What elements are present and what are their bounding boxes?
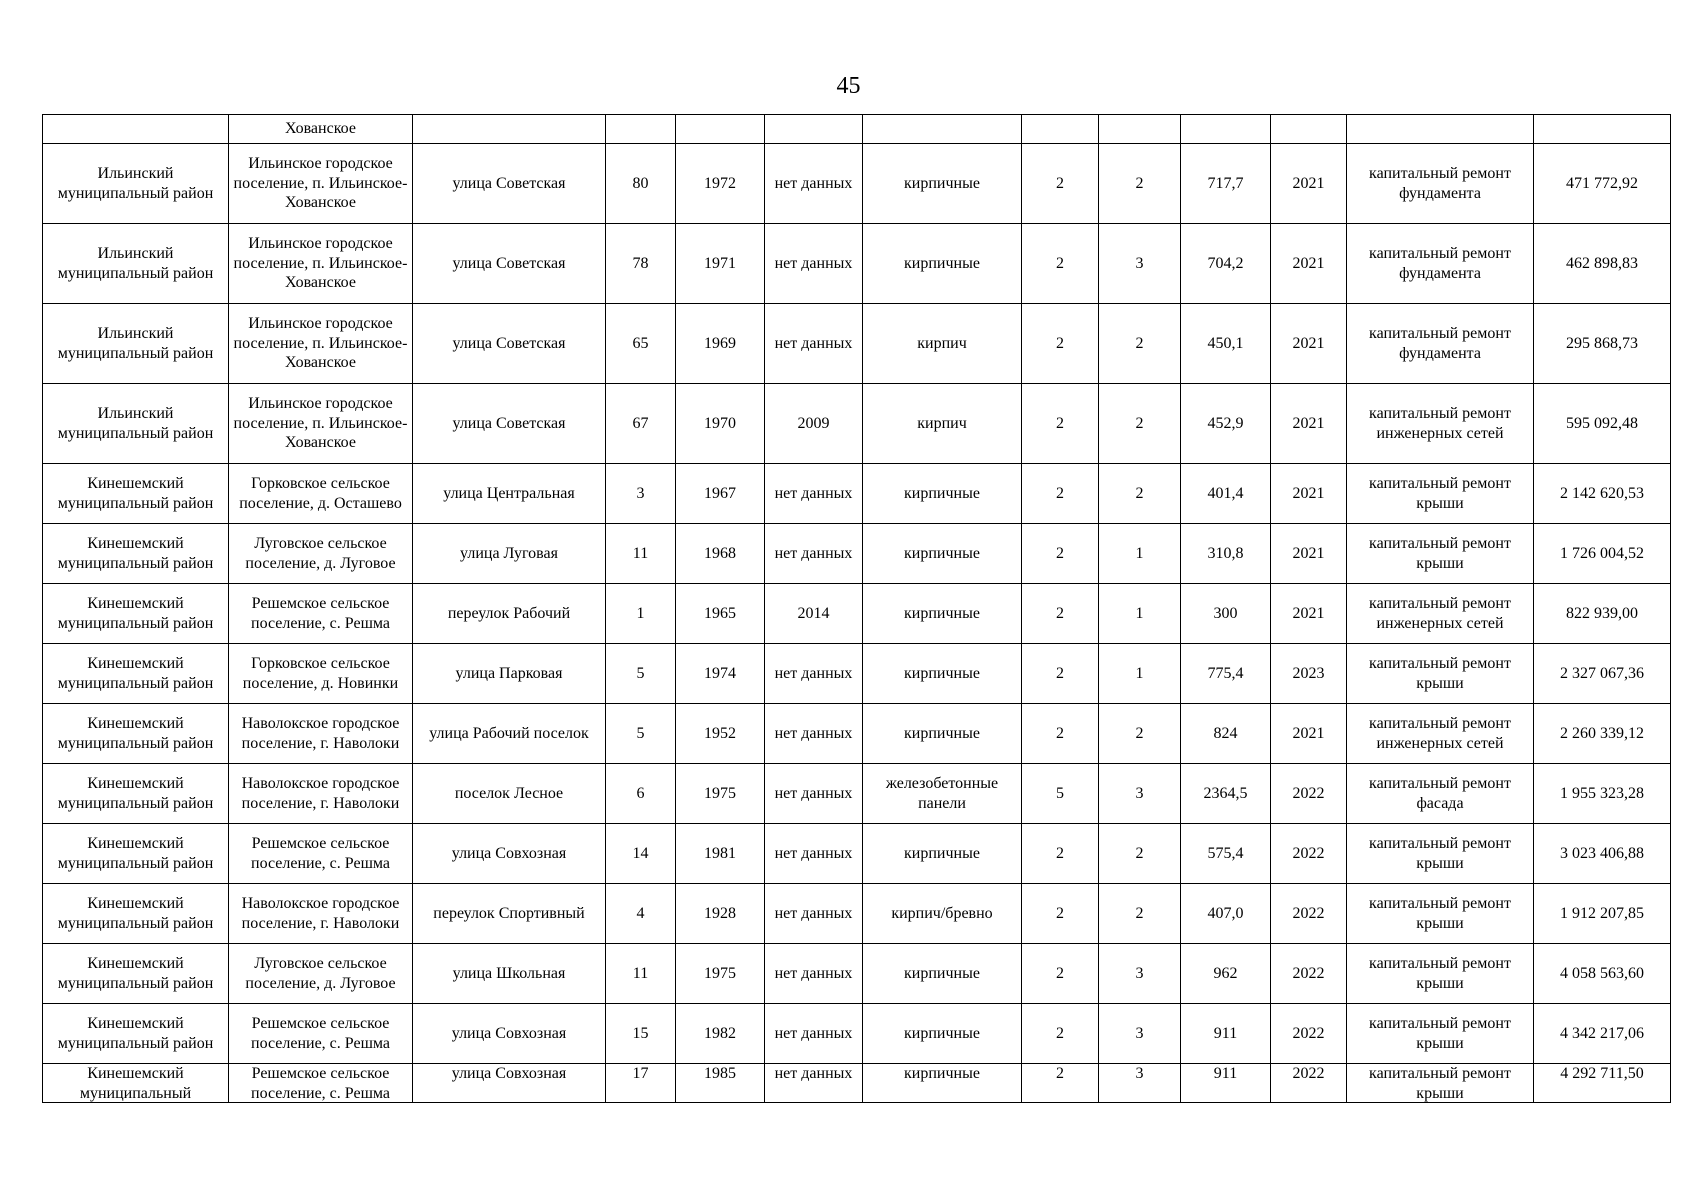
- cell-work-type: капитальный ремонт крыши: [1347, 884, 1534, 944]
- cell-house: 6: [606, 764, 676, 824]
- table-row: [43, 824, 1671, 884]
- cell-area: 717,7: [1181, 144, 1271, 224]
- cell-last-overhaul: нет данных: [765, 704, 863, 764]
- cell-settlement: Горковское сельское поселение, д. Новинки: [229, 644, 413, 704]
- cell-plan-year: 2021: [1271, 304, 1347, 384]
- cell-cost: 471 772,92: [1534, 144, 1671, 224]
- cell-last-overhaul: нет данных: [765, 884, 863, 944]
- cell-area: 407,0: [1181, 884, 1271, 944]
- cell-plan-year: 2022: [1271, 1004, 1347, 1064]
- cell-street: [413, 1064, 606, 1103]
- cell-house: 67: [606, 384, 676, 464]
- cell-house: 14: [606, 824, 676, 884]
- cell-work-type: капитальный ремонт фасада: [1347, 764, 1534, 824]
- cell-last-overhaul: нет данных: [765, 824, 863, 884]
- cell-floors: 2: [1022, 524, 1099, 584]
- cell-street: улица Школьная: [413, 944, 606, 1004]
- cell-area: 300: [1181, 584, 1271, 644]
- cell-plan-year: 2021: [1271, 704, 1347, 764]
- cell-work-type: капитальный ремонт инженерных сетей: [1347, 384, 1534, 464]
- cell-work-type: капитальный ремонт крыши: [1347, 524, 1534, 584]
- table-row: [43, 584, 1671, 644]
- cell-settlement: Ильинское городское поселение, п. Ильинское-Хованское: [229, 304, 413, 384]
- cell-floors: 2: [1022, 464, 1099, 524]
- cell-street: улица Совхозная: [413, 824, 606, 884]
- cell-cost: 3 023 406,88: [1534, 824, 1671, 884]
- cell-plan-year: 2021: [1271, 224, 1347, 304]
- cell-street: поселок Лесное: [413, 764, 606, 824]
- cell-street: улица Центральная: [413, 464, 606, 524]
- cell-area: 452,9: [1181, 384, 1271, 464]
- cell-wall-material: кирпичные: [863, 824, 1022, 884]
- cell-last-overhaul: нет данных: [765, 464, 863, 524]
- cell-last-overhaul: 2014: [765, 584, 863, 644]
- cell-floors: 2: [1022, 824, 1099, 884]
- table-row-continued: [43, 115, 1671, 144]
- cell-cost: [1534, 115, 1671, 144]
- cell-house-text: 17: [632, 1065, 649, 1082]
- cell-floors: [1022, 115, 1099, 144]
- cell-year-built: 1952: [676, 704, 765, 764]
- cell-entrances: 3: [1099, 224, 1181, 304]
- cell-street: улица Советская: [413, 384, 606, 464]
- cell-entrances: 2: [1099, 144, 1181, 224]
- cell-cost: 1 912 207,85: [1534, 884, 1671, 944]
- cell-year-built: 1968: [676, 524, 765, 584]
- cell-plan-year: [1271, 115, 1347, 144]
- cell-house: 15: [606, 1004, 676, 1064]
- cell-plan-year: 2023: [1271, 644, 1347, 704]
- cell-cost: 1 726 004,52: [1534, 524, 1671, 584]
- cell-work-type: капитальный ремонт фундамента: [1347, 224, 1534, 304]
- cell-floors: 2: [1022, 704, 1099, 764]
- cell-house: [606, 1064, 676, 1103]
- cell-settlement: Решемское сельское поселение, с. Решма: [229, 584, 413, 644]
- cell-cost: 295 868,73: [1534, 304, 1671, 384]
- cell-entrances: 3: [1099, 764, 1181, 824]
- cell-district: Ильинский муниципальный район: [43, 144, 229, 224]
- cell-district: Ильинский муниципальный район: [43, 304, 229, 384]
- cell-work-type: капитальный ремонт инженерных сетей: [1347, 584, 1534, 644]
- cell-plan-year: 2021: [1271, 144, 1347, 224]
- table-row: [43, 144, 1671, 224]
- cell-wall-material: [863, 115, 1022, 144]
- cell-last-overhaul: 2009: [765, 384, 863, 464]
- table-row: [43, 384, 1671, 464]
- cell-floors: 2: [1022, 584, 1099, 644]
- cell-settlement: Ильинское городское поселение, п. Ильинское-Хованское: [229, 144, 413, 224]
- cell-last-overhaul: нет данных: [765, 944, 863, 1004]
- cell-plan-year: 2021: [1271, 384, 1347, 464]
- cell-year-built: [676, 1064, 765, 1103]
- table-row: [43, 1004, 1671, 1064]
- cell-work-type: [1347, 115, 1534, 144]
- cell-cost: 4 342 217,06: [1534, 1004, 1671, 1064]
- cell-area: 450,1: [1181, 304, 1271, 384]
- cell-entrances: 1: [1099, 644, 1181, 704]
- cell-entrances: 1: [1099, 524, 1181, 584]
- cell-settlement: Решемское сельское поселение, с. Решма: [229, 1004, 413, 1064]
- cell-entrances: 3: [1099, 944, 1181, 1004]
- cell-year-built: 1972: [676, 144, 765, 224]
- cell-area: 310,8: [1181, 524, 1271, 584]
- cell-street: улица Совхозная: [413, 1004, 606, 1064]
- cell-settlement: Луговское сельское поселение, д. Луговое: [229, 944, 413, 1004]
- cell-year-built: 1967: [676, 464, 765, 524]
- cell-cost: 2 260 339,12: [1534, 704, 1671, 764]
- cell-last-overhaul: нет данных: [765, 644, 863, 704]
- cell-cost: 462 898,83: [1534, 224, 1671, 304]
- cell-plan-year: [1271, 1064, 1347, 1103]
- cell-floors: 2: [1022, 944, 1099, 1004]
- cell-house: 65: [606, 304, 676, 384]
- cell-year-built: 1971: [676, 224, 765, 304]
- cell-work-type: капитальный ремонт крыши: [1347, 1004, 1534, 1064]
- cell-cost-text: 4 292 711,50: [1560, 1065, 1644, 1082]
- cell-last-overhaul: [765, 115, 863, 144]
- cell-wall-material: кирпич/бревно: [863, 884, 1022, 944]
- cell-year-built-text: 1985: [704, 1065, 736, 1082]
- cell-plan-year: 2022: [1271, 944, 1347, 1004]
- table-row: [43, 704, 1671, 764]
- cell-district: Ильинский муниципальный район: [43, 384, 229, 464]
- cell-cost: 2 327 067,36: [1534, 644, 1671, 704]
- cell-year-built: 1974: [676, 644, 765, 704]
- cell-area: 704,2: [1181, 224, 1271, 304]
- cell-district: [43, 1064, 229, 1103]
- cell-district: Кинешемский муниципальный район: [43, 584, 229, 644]
- cell-district: Кинешемский муниципальный район: [43, 944, 229, 1004]
- cell-cost: 4 058 563,60: [1534, 944, 1671, 1004]
- cell-floors-text: 2: [1056, 1065, 1064, 1082]
- cell-year-built: 1965: [676, 584, 765, 644]
- cell-entrances: 1: [1099, 584, 1181, 644]
- cell-area: 824: [1181, 704, 1271, 764]
- cell-district: Кинешемский муниципальный район: [43, 524, 229, 584]
- cell-wall-material: кирпичные: [863, 1004, 1022, 1064]
- cell-house: 11: [606, 944, 676, 1004]
- cell-settlement: Наволокское городское поселение, г. Наволоки: [229, 884, 413, 944]
- cell-wall-material: кирпичные: [863, 704, 1022, 764]
- cell-work-type: [1347, 1064, 1534, 1103]
- table-row: [43, 884, 1671, 944]
- cell-area: 962: [1181, 944, 1271, 1004]
- cell-area: [1181, 1064, 1271, 1103]
- cell-settlement: Наволокское городское поселение, г. Наволоки: [229, 764, 413, 824]
- cell-floors: 2: [1022, 304, 1099, 384]
- cell-house: 3: [606, 464, 676, 524]
- cell-wall-material: кирпичные: [863, 584, 1022, 644]
- cell-settlement: Наволокское городское поселение, г. Наволоки: [229, 704, 413, 764]
- table-row: [43, 224, 1671, 304]
- cell-entrances: 2: [1099, 824, 1181, 884]
- table-row: [43, 644, 1671, 704]
- cell-cost: 2 142 620,53: [1534, 464, 1671, 524]
- cell-entrances: 2: [1099, 884, 1181, 944]
- cell-settlement: Решемское сельское поселение, с. Решма: [229, 824, 413, 884]
- table-row: [43, 764, 1671, 824]
- cell-work-type-text: капитальный ремонт крыши: [1369, 1065, 1511, 1102]
- cell-street: улица Советская: [413, 224, 606, 304]
- cell-plan-year: 2022: [1271, 824, 1347, 884]
- cell-last-overhaul: нет данных: [765, 524, 863, 584]
- cell-plan-year: 2022: [1271, 764, 1347, 824]
- cell-settlement: Ильинское городское поселение, п. Ильинское-Хованское: [229, 224, 413, 304]
- cell-settlement: Ильинское городское поселение, п. Ильинское-Хованское: [229, 384, 413, 464]
- cell-house: [606, 115, 676, 144]
- cell-district: Кинешемский муниципальный район: [43, 884, 229, 944]
- cell-last-overhaul: нет данных: [765, 764, 863, 824]
- cell-entrances: 2: [1099, 304, 1181, 384]
- cell-last-overhaul: [765, 1064, 863, 1103]
- cell-year-built: 1981: [676, 824, 765, 884]
- cell-wall-material: железобетонные панели: [863, 764, 1022, 824]
- cell-last-overhaul: нет данных: [765, 144, 863, 224]
- cell-last-overhaul: нет данных: [765, 1004, 863, 1064]
- cell-district: Кинешемский муниципальный район: [43, 644, 229, 704]
- cell-district: Кинешемский муниципальный район: [43, 704, 229, 764]
- cell-wall-material: кирпичные: [863, 144, 1022, 224]
- cell-area-text: 911: [1213, 1065, 1238, 1082]
- cell-area: 2364,5: [1181, 764, 1271, 824]
- housing-overhaul-table: [42, 114, 1671, 1103]
- table-row: [43, 304, 1671, 384]
- cell-area: 911: [1181, 1004, 1271, 1064]
- cell-year-built: 1969: [676, 304, 765, 384]
- cell-street: улица Советская: [413, 144, 606, 224]
- cell-work-type: капитальный ремонт крыши: [1347, 464, 1534, 524]
- cell-entrances: 2: [1099, 384, 1181, 464]
- cell-wall-material: кирпичные: [863, 524, 1022, 584]
- cell-year-built: 1975: [676, 944, 765, 1004]
- cell-settlement: Горковское сельское поселение, д. Осташево: [229, 464, 413, 524]
- cell-settlement-text: Решемское сельское поселение, с. Решма: [251, 1065, 390, 1102]
- table-row: [43, 464, 1671, 524]
- cell-year-built: 1970: [676, 384, 765, 464]
- cell-entrances: [1099, 115, 1181, 144]
- cell-street: улица Советская: [413, 304, 606, 384]
- cell-wall-material: [863, 1064, 1022, 1103]
- cell-entrances: 2: [1099, 704, 1181, 764]
- cell-district-text: Кинешемский муниципальный: [79, 1065, 192, 1102]
- cell-wall-material: кирпичные: [863, 224, 1022, 304]
- table-row: [43, 524, 1671, 584]
- cell-work-type: капитальный ремонт инженерных сетей: [1347, 704, 1534, 764]
- cell-plan-year: 2021: [1271, 584, 1347, 644]
- cell-floors: [1022, 1064, 1099, 1103]
- cell-house: 78: [606, 224, 676, 304]
- cell-street: улица Парковая: [413, 644, 606, 704]
- cell-area: 401,4: [1181, 464, 1271, 524]
- cell-district: Кинешемский муниципальный район: [43, 824, 229, 884]
- cell-district: Ильинский муниципальный район: [43, 224, 229, 304]
- cell-plan-year: 2022: [1271, 884, 1347, 944]
- cell-district: [43, 115, 229, 144]
- cell-street-text: улица Совхозная: [451, 1065, 567, 1082]
- cell-last-overhaul: нет данных: [765, 304, 863, 384]
- cell-wall-material: кирпич: [863, 384, 1022, 464]
- cell-settlement: Хованское: [229, 115, 413, 144]
- cell-year-built: [676, 115, 765, 144]
- page-number: 45: [836, 73, 861, 99]
- cell-floors: 2: [1022, 884, 1099, 944]
- cell-floors: 2: [1022, 1004, 1099, 1064]
- cell-street: [413, 115, 606, 144]
- cell-plan-year: 2021: [1271, 524, 1347, 584]
- cell-entrances: 2: [1099, 464, 1181, 524]
- cell-district: Кинешемский муниципальный район: [43, 1004, 229, 1064]
- cell-wall-material: кирпичные: [863, 644, 1022, 704]
- cell-wall-material: кирпичные: [863, 464, 1022, 524]
- cell-last-overhaul: нет данных: [765, 224, 863, 304]
- cell-street: улица Луговая: [413, 524, 606, 584]
- cell-work-type: капитальный ремонт крыши: [1347, 944, 1534, 1004]
- cell-cost: [1534, 1064, 1671, 1103]
- cell-entrances-text: 3: [1135, 1065, 1144, 1082]
- cell-floors: 2: [1022, 144, 1099, 224]
- cell-house: 1: [606, 584, 676, 644]
- cell-street: улица Рабочий поселок: [413, 704, 606, 764]
- cell-street: переулок Спортивный: [413, 884, 606, 944]
- cell-house: 11: [606, 524, 676, 584]
- cell-cost: 595 092,48: [1534, 384, 1671, 464]
- cell-year-built: 1982: [676, 1004, 765, 1064]
- cell-settlement: [229, 1064, 413, 1103]
- cell-wall-material: кирпич: [863, 304, 1022, 384]
- cell-entrances: 3: [1099, 1004, 1181, 1064]
- cell-area: [1181, 115, 1271, 144]
- cell-entrances: [1099, 1064, 1181, 1103]
- cell-house: 5: [606, 704, 676, 764]
- cell-area: 775,4: [1181, 644, 1271, 704]
- cell-plan-year-text: 2022: [1292, 1065, 1325, 1082]
- cell-year-built: 1928: [676, 884, 765, 944]
- cell-work-type: капитальный ремонт фундамента: [1347, 144, 1534, 224]
- cell-floors: 2: [1022, 644, 1099, 704]
- cell-work-type: капитальный ремонт крыши: [1347, 824, 1534, 884]
- cell-district: Кинешемский муниципальный район: [43, 464, 229, 524]
- cell-cost: 1 955 323,28: [1534, 764, 1671, 824]
- cell-street: переулок Рабочий: [413, 584, 606, 644]
- cell-wall-material: кирпичные: [863, 944, 1022, 1004]
- cell-house: 5: [606, 644, 676, 704]
- cell-work-type: капитальный ремонт фундамента: [1347, 304, 1534, 384]
- cell-year-built: 1975: [676, 764, 765, 824]
- table-row: [43, 1064, 1671, 1103]
- cell-floors: 5: [1022, 764, 1099, 824]
- cell-plan-year: 2021: [1271, 464, 1347, 524]
- cell-last-overhaul-text: нет данных: [774, 1065, 853, 1082]
- cell-house: 80: [606, 144, 676, 224]
- table-row: [43, 944, 1671, 1004]
- cell-floors: 2: [1022, 384, 1099, 464]
- cell-area: 575,4: [1181, 824, 1271, 884]
- cell-district: Кинешемский муниципальный район: [43, 764, 229, 824]
- cell-house: 4: [606, 884, 676, 944]
- cell-cost: 822 939,00: [1534, 584, 1671, 644]
- cell-work-type: капитальный ремонт крыши: [1347, 644, 1534, 704]
- cell-settlement: Луговское сельское поселение, д. Луговое: [229, 524, 413, 584]
- cell-floors: 2: [1022, 224, 1099, 304]
- cell-wall-material-text: кирпичные: [904, 1065, 980, 1082]
